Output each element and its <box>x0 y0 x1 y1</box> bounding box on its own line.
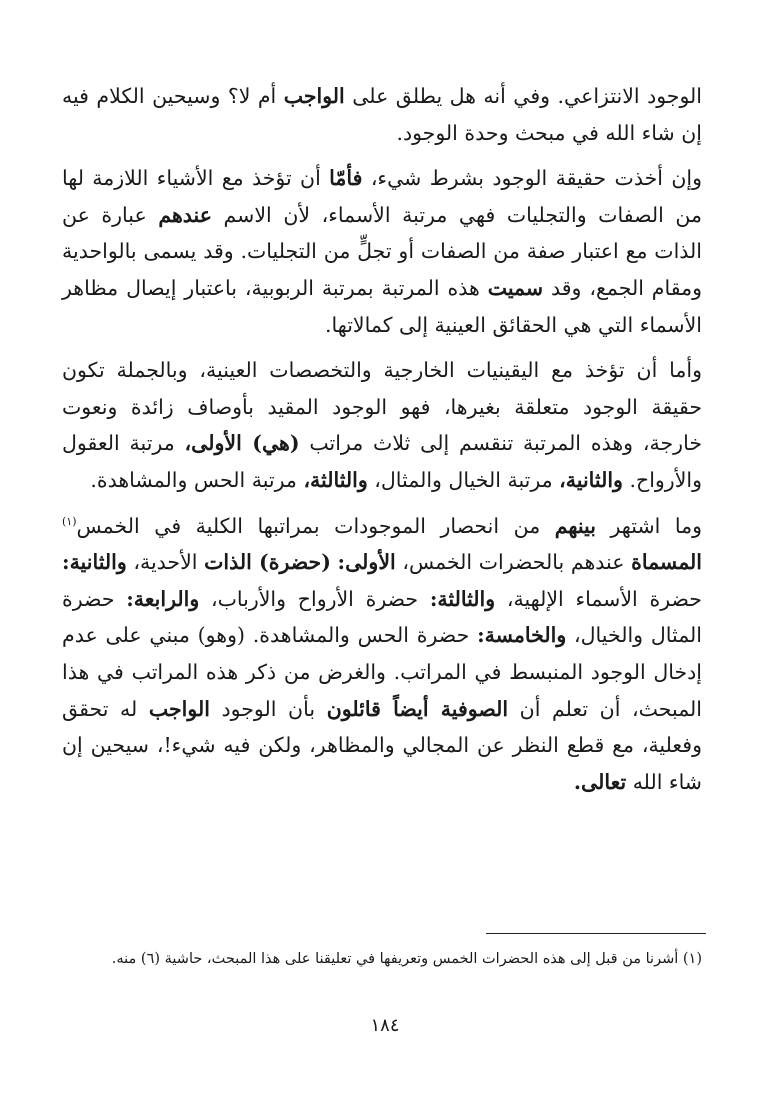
bold-term: فأمّا <box>329 166 363 191</box>
text-segment: الوجود الانتزاعي. وفي أنه هل يطلق على <box>344 84 702 108</box>
text-segment: أم لا؟ وسيحين الكلام فيه إن شاء الله في مبحث وحدة الوجود. <box>62 84 702 145</box>
bold-term: سميت <box>487 275 544 300</box>
paragraph-2 <box>62 160 702 343</box>
text-segment: حضرة الأسماء الإلهية، <box>495 586 702 611</box>
text-segment: مرتبة الحس والمشاهدة. <box>90 467 304 492</box>
bold-term: الصوفية أيضاً قائلون <box>326 696 509 721</box>
bold-term: تعالى. <box>573 769 627 794</box>
text-segment: هذه المرتبة بمرتبة الربوبية، باعتبار إيصال مظاهر الأسماء التي هي الحقائق العينية إلى كمالاتها. <box>62 275 702 337</box>
text-segment: حضرة المثال والخيال، <box>62 586 702 648</box>
footnote-reference[interactable]: (١) <box>62 514 77 528</box>
text-segment: أن تؤخذ مع الأشياء اللازمة لها من الصفات والتجليات فهي مرتبة الأسماء، لأن الاسم <box>62 166 702 227</box>
footnote-divider <box>486 933 706 934</box>
bold-term: والخامسة: <box>477 623 567 648</box>
text-segment: الأحدية، <box>126 550 205 575</box>
main-text <box>62 78 702 809</box>
text-segment: حضرة الأرواح والأرباب، <box>199 586 430 611</box>
text-segment: حضرة الحس والمشاهدة. (وهو) مبني على عدم إدخال الوجود المنبسط في المراتب. والغرض من ذكر هذه المراتب في هذا المبحث، أن تعلم أن <box>62 623 702 721</box>
footnote-1: (١) أشرنا من قبل إلى هذه الحضرات الخمس وتعريفها في تعليقنا على هذا المبحث، حاشية (٦) منه. <box>111 951 702 967</box>
text-segment: مرتبة الخيال والمثال، <box>367 467 560 492</box>
bold-term: الواجب <box>283 84 345 108</box>
bold-term: المسماة <box>631 550 702 575</box>
paragraph-4 <box>62 508 702 801</box>
text-segment: مرتبة العقول والأرواح. <box>62 431 702 492</box>
text-segment: له تحقق وفعلية، مع قطع النظر عن المجالي والمظاهر، ولكن فيه شيء!، سيحين إن شاء الله <box>62 696 702 794</box>
text-segment: وإن أخذت حقيقة الوجود بشرط شيء، <box>362 166 702 191</box>
text-segment: وأما أن تؤخذ مع اليقينيات الخارجية والتخصصات العينية، وبالجملة تكون حقيقة الوجود متعلقة بغيرها، فهو الوجود المقيد بأوصاف زائدة ونعوت خارجة، وهذه المرتبة تنقسم إلى ثلاث مراتب <box>62 358 702 456</box>
text-segment: عبارة عن الذات مع اعتبار صفة من الصفات أو تجلٍّ من التجليات. وقد يسمى بالواحدية ومقام الجمع، وقد <box>62 202 702 300</box>
text-segment: وما اشتهر <box>595 513 702 538</box>
bold-term: والثالثة: <box>429 586 496 611</box>
bold-term: (حضرة) الذات <box>204 550 331 575</box>
bold-term: والثانية: <box>62 550 127 575</box>
text-segment: عندهم بالحضرات الخمس، <box>395 550 632 575</box>
bold-term: بينهم <box>554 513 596 538</box>
page-number: ١٨٤ <box>370 1015 400 1036</box>
paragraph-3 <box>62 352 702 498</box>
bold-term: (هي) الأولى، <box>184 431 300 456</box>
bold-term: الأولى: <box>337 550 396 575</box>
bold-term: عندهم <box>158 202 212 227</box>
paragraph-1 <box>62 78 702 151</box>
bold-term: والرابعة: <box>126 586 200 611</box>
text-segment <box>331 550 338 574</box>
text-segment: من انحصار الموجودات بمراتبها الكلية في الخمس <box>76 513 555 538</box>
text-segment: بأن الوجود <box>209 696 327 721</box>
bold-term: الواجب <box>148 696 210 721</box>
bold-term: والثالثة، <box>303 467 368 492</box>
bold-term: والثانية، <box>559 467 623 492</box>
